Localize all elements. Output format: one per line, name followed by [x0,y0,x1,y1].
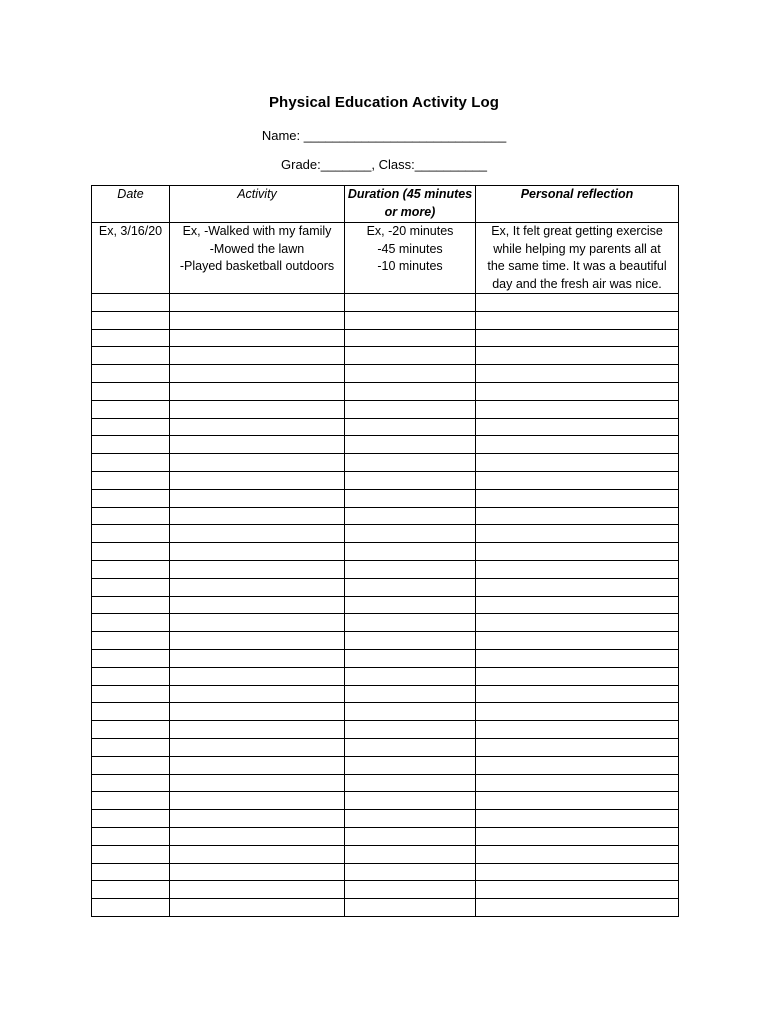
blank-reflection-cell[interactable] [476,845,679,863]
blank-duration-cell[interactable] [345,792,476,810]
blank-activity-cell[interactable] [170,418,345,436]
table-row [92,738,679,756]
blank-reflection-cell[interactable] [476,863,679,881]
example-reflection [476,223,679,294]
blank-reflection-cell[interactable] [476,703,679,721]
blank-duration-cell[interactable] [345,400,476,418]
example-duration-line: Ex, -20 minutes [366,224,454,238]
blank-activity-cell[interactable] [170,294,345,312]
blank-activity-cell[interactable] [170,685,345,703]
blank-activity-cell[interactable] [170,738,345,756]
blank-duration-cell[interactable] [345,347,476,365]
grade-class-field-line[interactable]: Grade:_______, Class:__________ [281,157,487,172]
table-row [92,507,679,525]
blank-date-cell[interactable] [92,774,170,792]
blank-duration-cell[interactable] [345,810,476,828]
blank-date-cell[interactable] [92,881,170,899]
blank-date-cell[interactable] [92,685,170,703]
blank-duration-cell[interactable] [345,436,476,454]
example-activity-line: -Mowed the lawn [209,241,305,256]
blank-reflection-cell[interactable] [476,525,679,543]
example-activity [170,223,345,294]
blank-reflection-cell[interactable] [476,596,679,614]
blank-date-cell[interactable] [92,525,170,543]
blank-duration-cell[interactable] [345,703,476,721]
example-date: Ex, 3/16/20 [92,223,170,294]
example-activity-line: Ex, -Walked with my family [182,224,332,238]
blank-duration-cell[interactable] [345,738,476,756]
blank-activity-cell[interactable] [170,792,345,810]
blank-duration-cell[interactable] [345,881,476,899]
table-row [92,454,679,472]
blank-date-cell[interactable] [92,418,170,436]
blank-reflection-cell[interactable] [476,685,679,703]
blank-date-cell[interactable] [92,632,170,650]
blank-date-cell[interactable] [92,382,170,400]
blank-reflection-cell[interactable] [476,471,679,489]
blank-reflection-cell[interactable] [476,400,679,418]
blank-date-cell[interactable] [92,721,170,739]
blank-duration-cell[interactable] [345,863,476,881]
table-row [92,667,679,685]
blank-duration-cell[interactable] [345,382,476,400]
table-row [92,347,679,365]
blank-duration-cell[interactable] [345,899,476,917]
blank-activity-cell[interactable] [170,436,345,454]
blank-reflection-cell[interactable] [476,294,679,312]
blank-activity-cell[interactable] [170,614,345,632]
blank-activity-cell[interactable] [170,365,345,383]
table-row [92,543,679,561]
table-row [92,614,679,632]
blank-reflection-cell[interactable] [476,774,679,792]
header-activity: Activity [170,186,345,223]
blank-activity-cell[interactable] [170,756,345,774]
blank-duration-cell[interactable] [345,649,476,667]
blank-reflection-cell[interactable] [476,649,679,667]
table-header-row [92,186,679,223]
name-field-line[interactable]: Name: ____________________________ [261,128,507,143]
blank-date-cell[interactable] [92,899,170,917]
blank-activity-cell[interactable] [170,507,345,525]
blank-activity-cell[interactable] [170,560,345,578]
blank-activity-cell[interactable] [170,649,345,667]
blank-activity-cell[interactable] [170,863,345,881]
table-row [92,436,679,454]
blank-duration-cell[interactable] [345,489,476,507]
blank-date-cell[interactable] [92,454,170,472]
blank-date-cell[interactable] [92,649,170,667]
blank-activity-cell[interactable] [170,774,345,792]
blank-activity-cell[interactable] [170,311,345,329]
blank-reflection-cell[interactable] [476,756,679,774]
table-row [92,881,679,899]
blank-date-cell[interactable] [92,365,170,383]
blank-activity-cell[interactable] [170,810,345,828]
blank-date-cell[interactable] [92,738,170,756]
table-row [92,400,679,418]
blank-duration-cell[interactable] [345,578,476,596]
table-row [92,382,679,400]
table-row [92,578,679,596]
table-row [92,703,679,721]
blank-date-cell[interactable] [92,614,170,632]
example-reflection-line: the same time. It was a beautiful [487,259,667,273]
blank-activity-cell[interactable] [170,881,345,899]
blank-date-cell[interactable] [92,329,170,347]
blank-date-cell[interactable] [92,560,170,578]
table-row [92,685,679,703]
blank-reflection-cell[interactable] [476,436,679,454]
blank-activity-cell[interactable] [170,543,345,561]
blank-date-cell[interactable] [92,311,170,329]
blank-duration-cell[interactable] [345,294,476,312]
blank-activity-cell[interactable] [170,578,345,596]
blank-date-cell[interactable] [92,667,170,685]
table-row [92,489,679,507]
blank-duration-cell[interactable] [345,311,476,329]
table-row [92,721,679,739]
blank-duration-cell[interactable] [345,774,476,792]
table-row [92,792,679,810]
blank-duration-cell[interactable] [345,632,476,650]
example-row [92,223,679,294]
blank-date-cell[interactable] [92,400,170,418]
blank-activity-cell[interactable] [170,703,345,721]
blank-date-cell[interactable] [92,845,170,863]
blank-activity-cell[interactable] [170,899,345,917]
blank-duration-cell[interactable] [345,596,476,614]
table-row [92,810,679,828]
blank-duration-cell[interactable] [345,845,476,863]
blank-duration-cell[interactable] [345,471,476,489]
blank-date-cell[interactable] [92,703,170,721]
blank-reflection-cell[interactable] [476,454,679,472]
blank-reflection-cell[interactable] [476,329,679,347]
example-reflection-line: day and the fresh air was nice. [492,276,662,291]
blank-reflection-cell[interactable] [476,738,679,756]
blank-reflection-cell[interactable] [476,382,679,400]
activity-log-table [91,185,679,917]
table-row [92,649,679,667]
blank-activity-cell[interactable] [170,721,345,739]
blank-reflection-cell[interactable] [476,792,679,810]
blank-activity-cell[interactable] [170,596,345,614]
table-row [92,863,679,881]
blank-reflection-cell[interactable] [476,632,679,650]
blank-reflection-cell[interactable] [476,614,679,632]
blank-date-cell[interactable] [92,471,170,489]
blank-date-cell[interactable] [92,827,170,845]
blank-date-cell[interactable] [92,507,170,525]
blank-reflection-cell[interactable] [476,810,679,828]
blank-date-cell[interactable] [92,489,170,507]
table-row [92,418,679,436]
table-row [92,756,679,774]
table-row [92,899,679,917]
blank-activity-cell[interactable] [170,347,345,365]
table-row [92,294,679,312]
header-duration: Duration (45 minutes or more) [345,186,476,223]
blank-duration-cell[interactable] [345,827,476,845]
blank-activity-cell[interactable] [170,454,345,472]
blank-duration-cell[interactable] [345,721,476,739]
blank-reflection-cell[interactable] [476,667,679,685]
blank-duration-cell[interactable] [345,507,476,525]
table-row [92,311,679,329]
blank-date-cell[interactable] [92,810,170,828]
blank-duration-cell[interactable] [345,614,476,632]
blank-date-cell[interactable] [92,863,170,881]
blank-activity-cell[interactable] [170,471,345,489]
blank-reflection-cell[interactable] [476,543,679,561]
blank-reflection-cell[interactable] [476,489,679,507]
table-row [92,560,679,578]
example-duration-line: -45 minutes [377,241,443,256]
example-duration [345,223,476,294]
blank-reflection-cell[interactable] [476,578,679,596]
blank-activity-cell[interactable] [170,329,345,347]
blank-activity-cell[interactable] [170,827,345,845]
blank-duration-cell[interactable] [345,667,476,685]
example-reflection-line: Ex, It felt great getting exercise [491,224,663,238]
blank-reflection-cell[interactable] [476,311,679,329]
blank-date-cell[interactable] [92,756,170,774]
blank-activity-cell[interactable] [170,489,345,507]
blank-activity-cell[interactable] [170,667,345,685]
blank-reflection-cell[interactable] [476,881,679,899]
blank-activity-cell[interactable] [170,525,345,543]
table-row [92,471,679,489]
blank-reflection-cell[interactable] [476,721,679,739]
blank-date-cell[interactable] [92,436,170,454]
blank-duration-cell[interactable] [345,365,476,383]
table-row [92,365,679,383]
blank-reflection-cell[interactable] [476,347,679,365]
page-title: Physical Education Activity Log [268,94,500,111]
blank-date-cell[interactable] [92,578,170,596]
blank-duration-cell[interactable] [345,685,476,703]
blank-duration-cell[interactable] [345,454,476,472]
blank-activity-cell[interactable] [170,400,345,418]
table-row [92,845,679,863]
example-duration-line: -10 minutes [377,259,443,273]
blank-activity-cell[interactable] [170,382,345,400]
blank-reflection-cell[interactable] [476,418,679,436]
table-row [92,632,679,650]
example-reflection-line: while helping my parents all at [493,241,661,256]
blank-date-cell[interactable] [92,347,170,365]
blank-reflection-cell[interactable] [476,365,679,383]
header-reflection: Personal reflection [476,186,679,223]
header-date: Date [92,186,170,223]
example-activity-line: -Played basketball outdoors [179,259,335,273]
blank-date-cell[interactable] [92,543,170,561]
blank-duration-cell[interactable] [345,756,476,774]
blank-duration-cell[interactable] [345,418,476,436]
blank-duration-cell[interactable] [345,543,476,561]
table-row [92,329,679,347]
blank-duration-cell[interactable] [345,329,476,347]
table-row [92,774,679,792]
blank-reflection-cell[interactable] [476,827,679,845]
blank-reflection-cell[interactable] [476,899,679,917]
blank-duration-cell[interactable] [345,560,476,578]
blank-activity-cell[interactable] [170,845,345,863]
table-row [92,525,679,543]
blank-date-cell[interactable] [92,792,170,810]
table-row [92,596,679,614]
blank-activity-cell[interactable] [170,632,345,650]
table-row [92,827,679,845]
blank-reflection-cell[interactable] [476,507,679,525]
blank-reflection-cell[interactable] [476,560,679,578]
blank-duration-cell[interactable] [345,525,476,543]
blank-date-cell[interactable] [92,596,170,614]
blank-date-cell[interactable] [92,294,170,312]
